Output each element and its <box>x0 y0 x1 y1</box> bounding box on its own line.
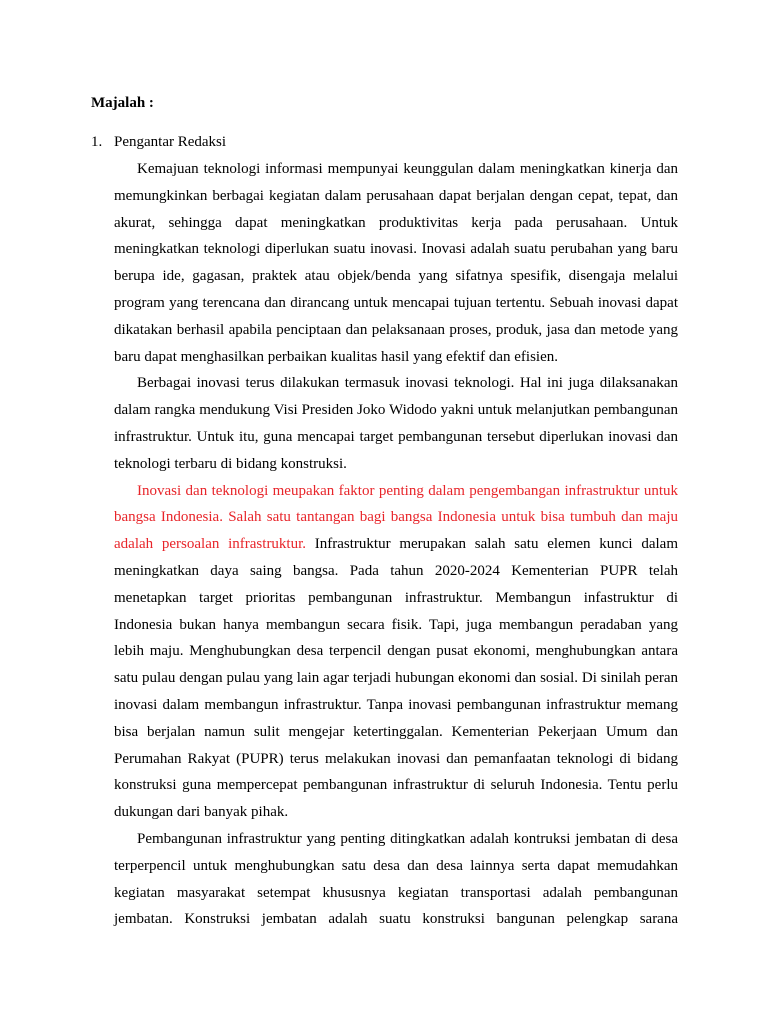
list-item-header <box>91 132 678 152</box>
numbered-list <box>91 132 678 933</box>
document-heading: Majalah : <box>91 95 154 111</box>
paragraph-3-text: Infrastruktur merupakan salah satu elemen kunci dalam meningkatkan daya saing bangsa. Pada tahun 2020-2024 Kementerian PUPR telah menetapkan target prioritas pembangunan infrastruktur. Membangun infastruktur di Indonesia bukan hanya membangun secara fisik. Tapi, juga membangun peradaban yang lebih maju. Menghubungkan desa terpencil dengan pusat ekonomi, menghubungkan antara satu pulau dengan pulau yang lain agar terjadi hubungan ekonomi dan sosial. Di sinilah peran inovasi dalam membangun infrastruktur. Tanpa inovasi pembangunan infrastruktur memang bisa berjalan namun sulit mengejar ketertinggalan. Kementerian Pekerjaan Umum dan Perumahan Rakyat (PUPR) terus melakukan inovasi dan pemanfaatan teknologi di bidang konstruksi guna mempercepat pembangunan infrastruktur di seluruh Indonesia. Tentu perlu dukungan dari banyak pihak. <box>114 536 679 821</box>
list-item-number: 1. <box>91 134 103 150</box>
list-item-title: Pengantar Redaksi <box>114 134 227 150</box>
paragraph-3 <box>114 478 678 826</box>
highlighted-red-text: Inovasi dan teknologi meupakan faktor penting dalam pengembangan infrastruktur untuk bangsa Indonesia. Salah satu tantangan bagi bangsa Indonesia untuk bisa tumbuh dan maju adalah persoalan infrastruktur. <box>114 482 678 553</box>
paragraph-4: Pembangunan infrastruktur yang penting ditingkatkan adalah kontruksi jembatan di desa terperpencil untuk menghubungkan satu desa dan desa lainnya serta dapat memudahkan kegiatan masyarakat setempat khususnya kegiatan transportasi adalah pembangunan jembatan. Konstruksi jembatan adalah suatu konstruksi bangunan pelengkap sarana <box>114 830 678 928</box>
paragraph-2: Berbagai inovasi terus dilakukan termasuk inovasi teknologi. Hal ini juga dilaksanakan dalam rangka mendukung Visi Presiden Joko Widodo yakni untuk melanjutkan pembangunan infrastruktur. Untuk itu, guna mencapai target pembangunan tersebut diperlukan inovasi dan teknologi terbaru di bidang konstruksi. <box>114 375 678 472</box>
list-item-body <box>114 156 678 933</box>
paragraph-1: Kemajuan teknologi informasi mempunyai keunggulan dalam meningkatkan kinerja dan memungkinkan berbagai kegiatan dalam perusahaan dapat berjalan dengan cepat, tepat, dan akurat, sehingga dapat meningkatkan produktivitas kerja pada perusahaan. Untuk meningkatkan teknologi diperlukan suatu inovasi. Inovasi adalah suatu perubahan yang baru berupa ide, gagasan, praktek atau objek/benda yang sifatnya spesifik, disengaja melalui program yang terencana dan dirancang untuk mencapai tujuan tertentu. Sebuah inovasi dapat dikatakan berhasil apabila penciptaan dan pelaksanaan proses, produk, jasa dan metode yang baru dapat menghasilkan perbaikan kualitas hasil yang efektif dan efisien. <box>114 161 678 365</box>
